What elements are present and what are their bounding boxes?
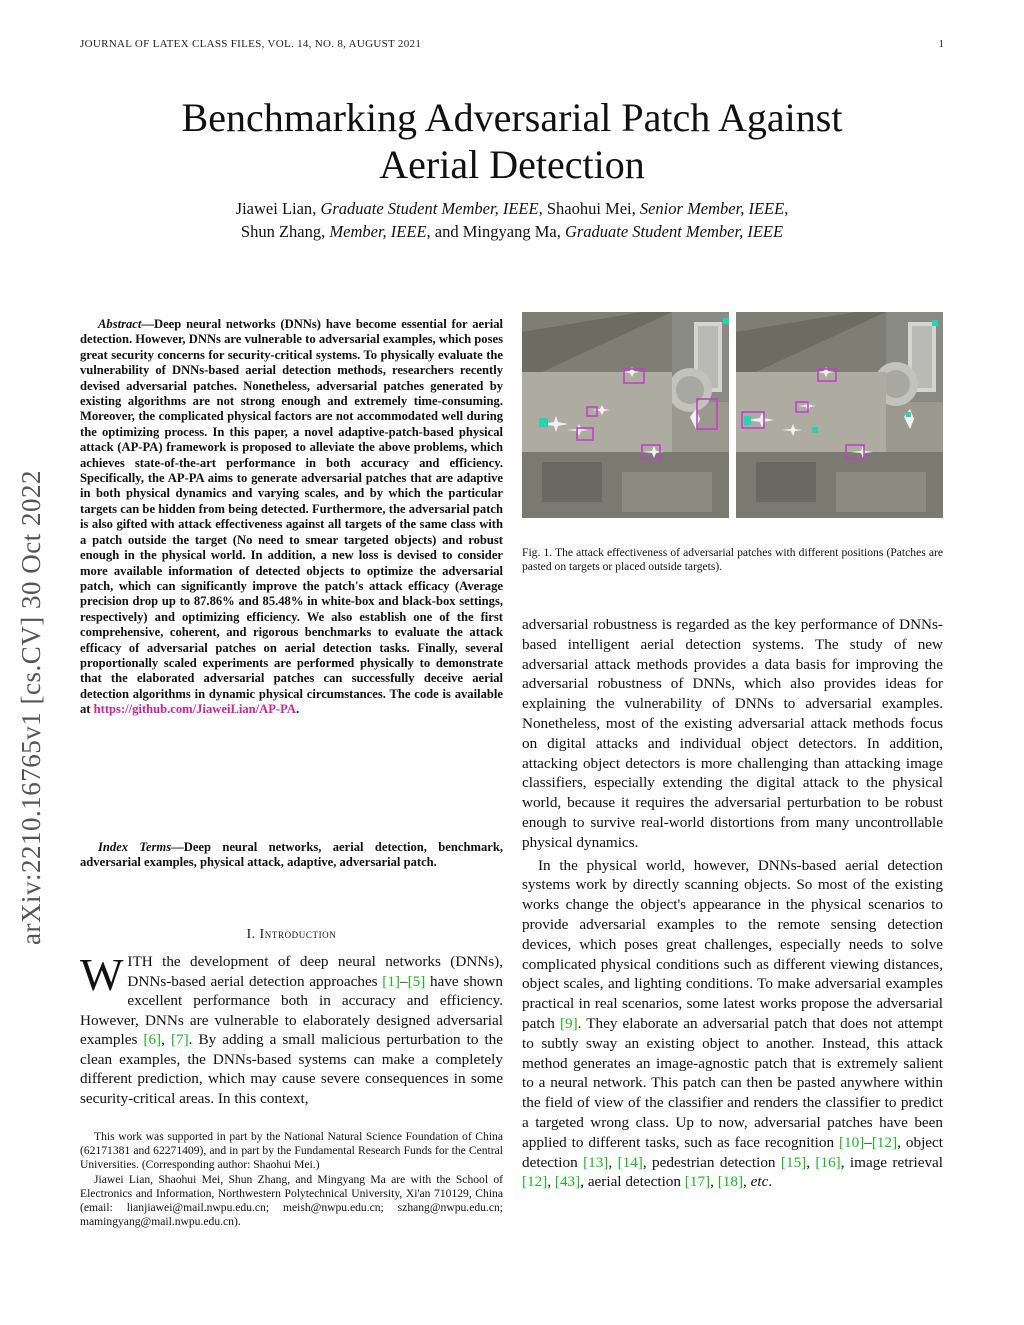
author-role: Graduate Student Member, IEEE bbox=[320, 199, 539, 218]
aerial-image-right bbox=[736, 312, 943, 518]
running-head: JOURNAL OF LATEX CLASS FILES, VOL. 14, NO. 8, AUGUST 2021 bbox=[80, 38, 422, 50]
paragraph bbox=[522, 615, 943, 853]
abstract-text: Deep neural networks (DNNs) have become essential for aerial detection. However, DNNs are vulnerable to adversarial examples, which poses great security concerns for security-critical systems. To physically evaluate the vulnerability of DNNs-based aerial detection methods, researchers recently devised adversarial patches. Nonetheless, adversarial patches generated by existing algorithms are not strong enough and extremely time-consuming. Moreover, the complicated physical factors are not accommodated well during the optimizing process. In this paper, a novel adaptive-patch-based physical attack (AP-PA) framework is proposed to alleviate the above problems, which achieves state-of-the-art performance in both accuracy and efficiency. Specifically, the AP-PA aims to generate adversarial patches that are adaptive in both physical dynamics and varying scales, and by which the particular targets can be hidden from being detected. Furthermore, the adversarial patch is also gifted with attack effectiveness against all targets of the same class with a patch outside the target (No need to smear targeted objects) and robust enough in the physical world. In addition, a new loss is devised to consider more available information of detected objects to optimize the adversarial patch, which can significantly improve the patch's attack efficacy (Average precision drop up to 87.86% and 85.48% in white-box and black-box settings, respectively) and optimizing efficiency. We also establish one of the first comprehensive, coherent, and rigorous benchmarks to evaluate the attack efficacy of adversarial patches on aerial detection tasks. Finally, several proportionally scaled experiments are performed physically to demonstrate that the elaborated adversarial patches can successfully deceive aerial detection algorithms in dynamic physical circumstances. The code is available at bbox=[80, 317, 503, 717]
body-text: , image retrieval bbox=[840, 1153, 944, 1171]
citation[interactable]: [9] bbox=[559, 1014, 578, 1032]
citation[interactable]: [13] bbox=[583, 1153, 609, 1171]
body-text: . bbox=[768, 1173, 773, 1191]
body-text: , bbox=[743, 1173, 751, 1191]
citation[interactable]: [15] bbox=[780, 1153, 807, 1171]
citation[interactable]: [7] bbox=[170, 1031, 189, 1048]
citation[interactable]: [12] bbox=[871, 1133, 898, 1151]
intro-paragraph bbox=[80, 949, 504, 1108]
figure-caption: Fig. 1. The attack effectiveness of adversarial patches with different positions (Patches are pasted on targets or placed outside targets). bbox=[522, 546, 943, 574]
citation-sep: – bbox=[864, 1133, 872, 1151]
citation[interactable]: [10] bbox=[838, 1133, 865, 1151]
index-terms-label: Index Terms bbox=[98, 840, 172, 854]
paragraph bbox=[522, 856, 943, 1193]
etc-text: etc bbox=[750, 1173, 769, 1191]
author-role: Senior Member, IEEE bbox=[639, 199, 785, 218]
author-line-1: Jiawei Lian, Graduate Student Member, IEEE, Shaohui Mei, Senior Member, IEEE, bbox=[235, 199, 789, 218]
section-title: Introduction bbox=[259, 926, 337, 941]
citation[interactable]: [16] bbox=[815, 1153, 841, 1171]
author-and: and bbox=[434, 222, 459, 241]
body-text: , object detection bbox=[522, 1133, 943, 1171]
paper-title bbox=[80, 94, 944, 188]
author-line-2: Shun Zhang, Member, IEEE, and Mingyang Ma, Graduate Student Member, IEEE bbox=[240, 222, 784, 241]
citation[interactable]: [1] bbox=[382, 972, 400, 990]
abstract-label: Abstract bbox=[98, 317, 142, 331]
author-name: Jiawei Lian bbox=[235, 199, 313, 218]
body-text: In the physical world, however, DNNs-based aerial detection systems work by directly scanning objects. So most of the existing works change the object's appearance in the physical scenarios to provide adversarial examples to the remote sensing detection devices, which poses great challenges, especially needs to solve complicated physical conditions such as different viewing distances, object scales, and lighting conditions. To make adversarial examples practical in real scenarios, some latest works propose the adversarial patch bbox=[522, 856, 943, 1032]
citation-sep: , bbox=[161, 1031, 171, 1048]
page-number: 1 bbox=[938, 38, 944, 50]
intro-text: have shown excellent performance both in accuracy and efficiency. However, DNNs are vulnerable to elaborately designed adversarial examples bbox=[80, 972, 503, 1048]
title-line-2: Aerial Detection bbox=[379, 142, 645, 187]
arxiv-stamp: arXiv:2210.16765v1 [cs.CV] 30 Oct 2022 bbox=[16, 470, 46, 945]
aerial-scene-left bbox=[522, 312, 729, 518]
footnote-affiliation: Jiawei Lian, Shaohui Mei, Shun Zhang, and Mingyang Ma are with the School of Electronics and Information, Northwestern Polytechnical University, Xi'an 710129, China (email: lianjiawei@mail.nwpu.edu.cn; meish@nwpu.edu.cn; szhang@nwpu.edu.cn; mamingyang@mail.nwpu.edu.cn). bbox=[80, 1172, 503, 1229]
footnote-funding: This work was supported in part by the National Natural Science Foundation of China (62171381 and 62271409), and in part by the Fundamental Research Funds for the Central Universities. (Corresponding author: Shaohui Mei.) bbox=[80, 1130, 503, 1172]
author-name: Shun Zhang bbox=[240, 222, 322, 241]
body-text: , pedestrian detection bbox=[642, 1153, 781, 1171]
citation[interactable]: [18] bbox=[717, 1173, 744, 1191]
abstract-end: . bbox=[295, 702, 300, 717]
title-line-1: Benchmarking Adversarial Patch Against bbox=[181, 95, 843, 140]
author-role: Member, IEEE bbox=[329, 222, 427, 241]
author-role: Graduate Student Member, IEEE bbox=[564, 222, 784, 241]
code-link[interactable]: https://github.com/JiaweiLian/AP-PA bbox=[93, 702, 296, 717]
citation[interactable]: [6] bbox=[143, 1031, 162, 1048]
index-terms bbox=[80, 840, 503, 871]
citation[interactable]: [14] bbox=[617, 1153, 643, 1171]
intro-text: . By adding a small malicious perturbation to the clean examples, the DNNs-based systems can make a completely different prediction, which may cause severe consequences in some security-critical areas. In this context, bbox=[80, 1031, 504, 1107]
body-text: , aerial detection bbox=[580, 1173, 685, 1191]
citation[interactable]: [12] bbox=[522, 1173, 548, 1191]
citation-sep: , bbox=[806, 1153, 816, 1171]
index-terms-text: Deep neural networks, aerial detection, benchmark, adversarial examples, physical attack, adaptive, adversarial patch. bbox=[80, 840, 503, 870]
citation-sep: – bbox=[400, 972, 408, 990]
dropcap: W bbox=[80, 949, 124, 1000]
body-text: . They elaborate an adversarial patch that does not attempt to subtly sway an existing object to another. Instead, this attack method generates an image-agnostic patch that is extremely salient to a neural network. This patch can then be pasted anywhere within the field of view of the classifier and renders the classifier to predict a targeted wrong class. Up to now, adversarial patches have been applied to different tasks, such as face recognition bbox=[522, 1014, 943, 1151]
citation-sep: , bbox=[710, 1173, 718, 1191]
citation[interactable]: [43] bbox=[554, 1173, 581, 1191]
footnote bbox=[80, 1130, 503, 1229]
author-name: Shaohui Mei bbox=[546, 199, 632, 218]
citation[interactable]: [5] bbox=[407, 972, 426, 990]
body-text: adversarial robustness is regarded as the key performance of DNNs-based intelligent aerial detection systems. The study of new adversarial attack methods provides a data basis for improving the adversarial robustness of DNNs, which also provides ideas for explaining the vulnerability of DNNs to adversarial examples. Nonetheless, most of the existing adversarial attack methods focus on digital attacks and individual object detectors. In addition, attacking object detectors is more challenging than attacking image classifiers, especially extending the digital attack to the physical world, because it requires the adversarial perturbation to be robust enough to survive real-world distortions from many uncontrollable physical dynamics. bbox=[522, 616, 943, 851]
aerial-scene-right bbox=[736, 312, 943, 518]
right-column-text bbox=[522, 615, 943, 1192]
section-number: I. bbox=[246, 926, 256, 941]
intro-text: ITH the development of deep neural networks (DNNs), DNNs-based aerial detection approaches bbox=[127, 953, 503, 990]
author-name: Mingyang Ma bbox=[462, 222, 557, 241]
abstract bbox=[80, 317, 503, 718]
index-terms-dash: — bbox=[171, 840, 184, 854]
author-list bbox=[80, 197, 944, 243]
aerial-image-left bbox=[522, 312, 729, 518]
figure-1 bbox=[522, 312, 943, 520]
citation-sep: , bbox=[547, 1173, 555, 1191]
abstract-dash: — bbox=[141, 317, 154, 331]
section-heading bbox=[80, 926, 503, 942]
citation[interactable]: [17] bbox=[684, 1173, 711, 1191]
citation-sep: , bbox=[608, 1153, 618, 1171]
